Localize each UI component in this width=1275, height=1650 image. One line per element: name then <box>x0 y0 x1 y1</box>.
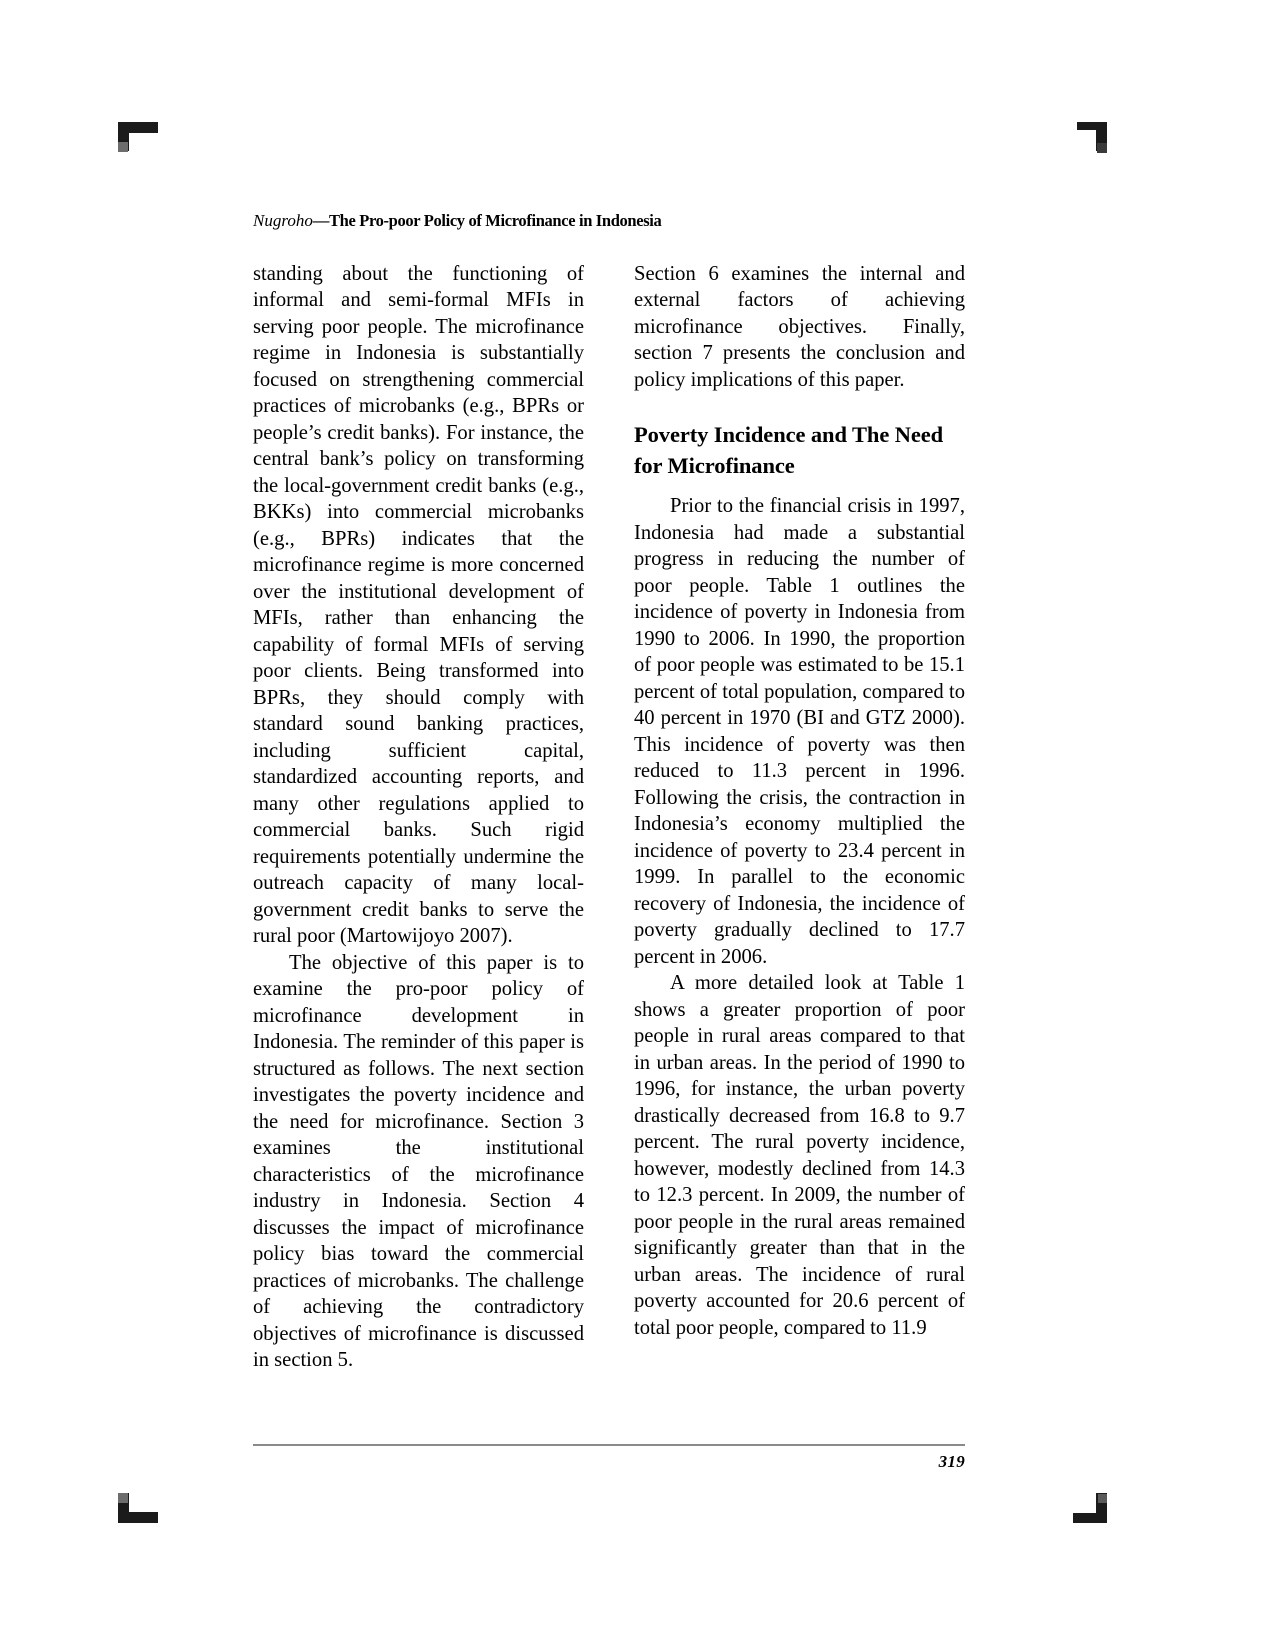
crop-mark-top-right-icon <box>1063 122 1107 158</box>
left-column <box>253 261 584 1374</box>
section-heading: Poverty Incidence and The Need for Microfinance <box>634 422 944 479</box>
body-paragraph: standing about the functioning of informal and semi-formal MFIs in serving poor people. The microfinance regime in Indonesia is substantially focused on strengthening commercial practices of microbanks (e.g., BPRs or people’s credit banks). For instance, the central bank’s policy on transforming the local-government credit banks (e.g., BKKs) into commercial microbanks (e.g., BPRs) indicates that the microfinance regime is more concerned over the institutional development of MFIs, rather than enhancing the capability of formal MFIs of serving poor clients. Being transformed into BPRs, they should comply with standard sound banking practices, including sufficient capital, standardized accounting reports, and many other regulations applied to commercial banks. Such rigid requirements potentially undermine the outreach capacity of many local-government credit banks to serve the rural poor (Martowijoyo 2007). <box>253 262 584 948</box>
crop-mark-bottom-right-icon <box>1063 1487 1107 1523</box>
body-paragraph: Section 6 examines the internal and external factors of achieving microfinance objectives. Finally, section 7 presents the conclusion and policy implications of this paper. <box>634 262 965 391</box>
right-column <box>634 261 965 1374</box>
page-content <box>253 212 965 1374</box>
crop-mark-bottom-left-icon <box>118 1487 162 1523</box>
running-head-separator: — <box>312 211 329 230</box>
running-head-author: Nugroho <box>253 211 313 230</box>
page-number: 319 <box>938 1452 965 1471</box>
crop-mark-top-left-icon <box>118 122 162 158</box>
two-column-body <box>253 261 965 1374</box>
body-paragraph: The objective of this paper is to examine the pro-poor policy of microfinance development in Indonesia. The reminder of this paper is structured as follows. The next section investigates the poverty incidence and the need for microfinance. Section 3 examines the institutional characteristics of the microfinance industry in Indonesia. Section 4 discusses the impact of microfinance policy bias toward the commercial practices of microbanks. The challenge of achieving the contradictory objectives of microfinance is discussed in section 5. <box>253 951 584 1372</box>
running-head-title: The Pro-poor Policy of Microfinance in Indonesia <box>328 211 662 230</box>
body-paragraph: A more detailed look at Table 1 shows a greater proportion of poor people in rural areas compared to that in urban areas. In the period of 1990 to 1996, for instance, the urban poverty drastically decreased from 16.8 to 9.7 percent. The rural poverty incidence, however, modestly declined from 14.3 to 12.3 percent. In 2009, the number of poor people in the rural areas remained significantly greater than that in the urban areas. The incidence of rural poverty accounted for 20.6 percent of total poor people, compared to 11.9 <box>634 972 965 1339</box>
footer-divider <box>253 1444 965 1446</box>
running-head <box>253 212 965 231</box>
body-paragraph: Prior to the financial crisis in 1997, Indonesia had made a substantial progress in reducing the number of poor people. Table 1 outlines the incidence of poverty in Indonesia from 1990 to 2006. In 1990, the proportion of poor people was estimated to be 15.1 percent of total population, compared to 40 percent in 1970 (BI and GTZ 2000). This incidence of poverty was then reduced to 11.3 percent in 1996. Following the crisis, the contraction in Indonesia’s economy multiplied the incidence of poverty to 23.4 percent in 1999. In parallel to the economic recovery of Indonesia, the incidence of poverty gradually declined to 17.7 percent in 2006. <box>634 495 965 968</box>
